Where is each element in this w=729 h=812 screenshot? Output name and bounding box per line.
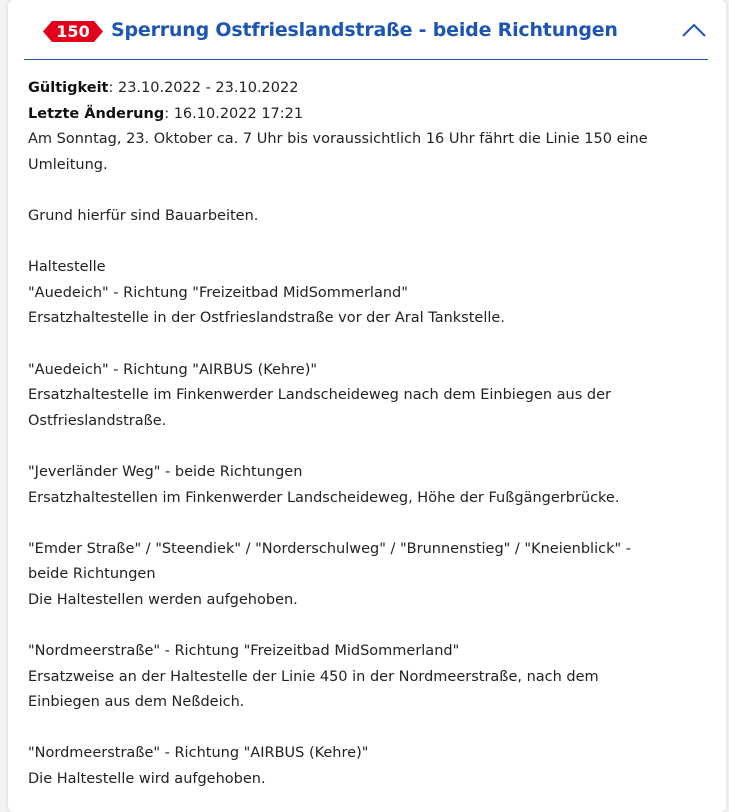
validity-value: : 23.10.2022 - 23.10.2022 [108, 80, 299, 96]
stop-6-title: "Nordmeerstraße" - Richtung "AIRBUS (Kehre)" [28, 745, 369, 762]
card-content [28, 76, 668, 793]
card-header[interactable] [24, 0, 708, 60]
card-title[interactable]: Sperrung Ostfrieslandstraße - beide Richtungen [111, 19, 618, 41]
line-badge [43, 21, 103, 42]
stop-3-title: "Jeverländer Weg" - beide Richtungen [28, 463, 303, 480]
last-changed-line [28, 102, 668, 128]
disruption-card [8, 0, 726, 812]
stop-2-text: Ersatzhaltestelle im Finkenwerder Landscheideweg nach dem Einbiegen aus der Ostfrieslandstraße. [28, 387, 611, 429]
last-changed-value: : 16.10.2022 17:21 [164, 105, 304, 122]
stop-5-title: "Nordmeerstraße" - Richtung "Freizeitbad MidSommerland" [28, 643, 460, 660]
stop-1-title: "Auedeich" - Richtung "Freizeitbad MidSommerland" [28, 284, 408, 301]
stop-5-text: Ersatzweise an der Haltestelle der Linie 450 in der Nordmeerstraße, nach dem Einbiegen aus dem Neßdeich. [28, 668, 599, 711]
validity-label: Gültigkeit [28, 80, 109, 96]
stop-4-text: Die Haltestellen werden aufgehoben. [28, 591, 298, 608]
stop-6-text: Die Haltestelle wird aufgehoben. [28, 771, 266, 788]
stop-1-text: Ersatzhaltestelle in der Ostfrieslandstraße vor der Aral Tankstelle. [28, 310, 505, 327]
last-changed-label: Letzte Änderung [28, 105, 165, 122]
intro-text: Am Sonntag, 23. Oktober ca. 7 Uhr bis voraussichtlich 16 Uhr fährt die Linie 150 eine Umleitung. [28, 131, 648, 173]
stop-3-text: Ersatzhaltestellen im Finkenwerder Landscheideweg, Höhe der Fußgängerbrücke. [28, 489, 620, 506]
stops-heading: Haltestelle [28, 259, 106, 276]
line-number: 150 [56, 22, 90, 41]
chevron-up-icon [680, 18, 708, 42]
stop-4-title: "Emder Straße" / "Steendiek" / "Norderschulweg" / "Brunnenstieg" / "Kneienblick" - beide Richtungen [28, 540, 631, 583]
collapse-toggle[interactable] [680, 18, 708, 42]
stop-2-title: "Auedeich" - Richtung "AIRBUS (Kehre)" [28, 361, 318, 378]
reason-text: Grund hierfür sind Bauarbeiten. [28, 207, 259, 224]
validity-line [28, 76, 668, 102]
